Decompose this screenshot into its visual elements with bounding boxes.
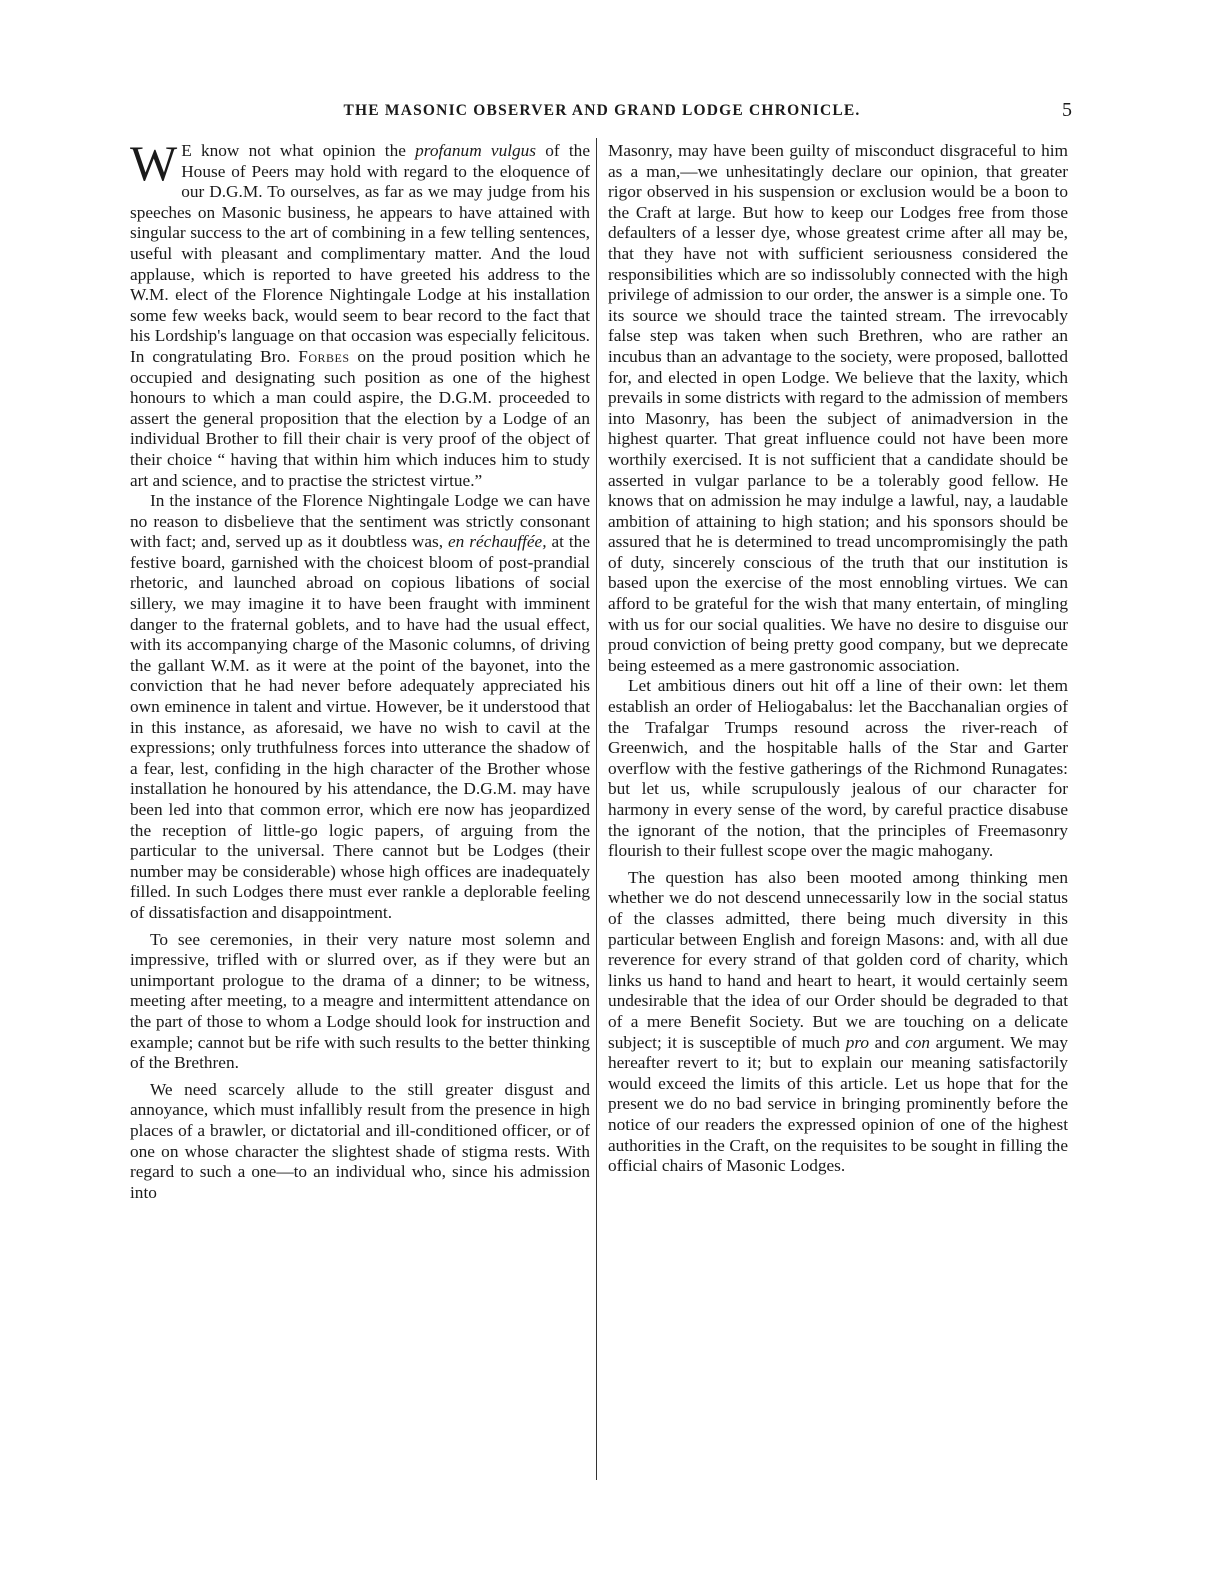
paragraph: Let ambitious diners out hit off a line of their own: let them establish an order of Heliogabalus: let the Bacchanalian orgies of the Trafalgar Trumps resound across the river-reach of Greenwich, and the hospitable halls of the Star and Garter overflow with the festive gatherings of the Richmond Runagates: but let us, while scrupulously jealous of our character for harmony in every sense of the word, by careful practice disabuse the ignorant of the notion, that the principles of Freemasonry flourish to their fullest scope over the magic mahogany. (608, 676, 1068, 861)
text-run: The question has also been mooted among thinking men whether we do not descend unnecessarily low in the social status of the classes admitted, there being much diversity in this particular between English and foreign Masons: and, with all due reverence for every strand of that golden cord of charity, which links us hand to hand and heart to heart, it would certainly seem undesirable that the idea of our Order should be degraded to that of a mere Benefit Society. But we are touching on a delicate subject; it is susceptible of much (608, 867, 1068, 1052)
drop-cap: W (130, 135, 178, 191)
paragraph: To see ceremonies, in their very nature most solemn and impressive, trifled with or slurred over, as if they were but an unimportant prologue to the drama of a dinner; to be witness, meeting after meeting, to a meagre and intermittent attendance on the part of those to whom a Lodge should look for instruction and example; cannot but be rife with such results to the better thinking of the Brethren. (130, 929, 590, 1073)
text-run: In the instance of the Florence Nightingale Lodge we can have no reason to disbelieve that the sentiment was strictly consonant with fact; and, served up as it doubtless was, (130, 491, 590, 552)
text-run: and (869, 1032, 906, 1052)
italic-text: pro (845, 1032, 870, 1052)
page-header (132, 99, 1072, 128)
italic-text: con (905, 1032, 931, 1052)
italic-text: en réchauffée, (448, 532, 547, 552)
text-run: E know not what opinion the (181, 141, 416, 160)
paragraph: We need scarcely allude to the still greater disgust and annoyance, which must infallibly result from the presence in high places of a brawler, or dictatorial and ill-conditioned officer, or of one on whose character the slightest shade of stigma rests. With regard to such a one—to an individual who, since his admission into (130, 1079, 590, 1202)
article-column-left (130, 135, 590, 1203)
paragraph (130, 135, 590, 491)
paragraph: Masonry, may have been guilty of misconduct disgraceful to him as a man,—we unhesitatingly declare our opinion, that greater rigor observed in his suspension or exclusion would be a boon to the Craft at large. But how to keep our Lodges free from those defaulters of a lesser dye, whose greatest crime after all may be, that they have not with sufficient seriousness considered the responsibilities which are so indissolubly connected with the high privilege of admission to our order, the answer is a simple one. To its source we should trace the tainted stream. The irrevocably false step was taken when such Brethren, who are rather an incubus than an advantage to the society, were proposed, ballotted for, and elected in open Lodge. We believe that the laxity, which prevails in some districts with regard to the admission of members into Masonry, has been the subject of animadversion in the highest quarter. That great influence could not have been more worthily exercised. It is not sufficient that a candidate should be asserted in vulgar parlance to be a tolerably good fellow. He knows that on admission he may indulge a lawful, nay, a laudable ambition of attaining to high station; and his sponsors should be assured that he is determined to tread uncompromisingly the path of duty, sincerely conscious of the truth that our institution is based upon the exercise of the most ennobling virtues. We can afford to be grateful for the wish that many entertain, of mingling with us for our social qualities. We have no desire to disguise our proud conviction of being pretty good company, but we deprecate being esteemed as a mere gastronomic association. (608, 141, 1068, 675)
column-divider (596, 138, 597, 1480)
text-run: of the House of Peers may hold with regard to the eloquence of our D.G.M. To ourselves, as far as we may judge from his speeches on Masonic business, he appears to have attained with singular success to the art of combining in a few telling sentences, useful with pleasant and complimentary matter. And the loud applause, which is reported to have greeted his address to the W.M. elect of the Florence Nightingale Lodge at his installation some few weeks back, would seem to bear record to the fact that his Lordship's language on that occasion was especially felicitous. In congratulating Bro. (130, 141, 590, 366)
page-number: 5 (1062, 99, 1072, 121)
article-column-right (608, 141, 1068, 1177)
small-caps-name: Forbes (298, 346, 350, 366)
italic-text: profanum vulgus (415, 141, 537, 160)
paragraph (608, 868, 1068, 1177)
text-run: at the festive board, garnished with the choicest bloom of post-prandial rhetoric, and launched abroad on copious libations of social sillery, we may imagine it to have been fraught with imminent danger to the fraternal goblets, and to have had the usual effect, with its accompanying charge of the Masonic columns, of driving the gallant W.M. as it were at the point of the bayonet, into the conviction that he had never before adequately appreciated his own eminence in talent and virtue. However, be it understood that in this instance, as aforesaid, we have no wish to cavil at the expressions; only truthfulness forces into utterance the shadow of a fear, lest, confiding in the high character of the Brother whose installation he honoured by his attendance, the D.G.M. may have been led into that common error, which ere now has jeopardized the reception of little-go logic papers, of arguing from the particular to the universal. There cannot but be Lodges (their number may be considerable) whose high offices are inadequately filled. In such Lodges there must ever rankle a deplorable feeling of dissatisfaction and disappointment. (130, 532, 590, 922)
running-head: THE MASONIC OBSERVER AND GRAND LODGE CHRONICLE. (343, 102, 861, 119)
paragraph (130, 491, 590, 923)
text-run: argument. We may hereafter revert to it; but to explain our meaning satisfactorily would exceed the limits of this article. Let us hope that for the present we do no bad service in bringing prominently before the notice of our readers the expressed opinion of one of the highest authorities in the Craft, on the requisites to be sought in filling the official chairs of Masonic Lodges. (608, 1032, 1068, 1176)
text-run: on the proud position which he occupied and designating such position as one of the highest honours to which a man could aspire, the D.G.M. proceeded to assert the general proposition that the election by a Lodge of an individual Brother to fill their chair is very proof of the object of their choice “ having that within him which induces him to study art and science, and to practise the strictest virtue.” (130, 346, 590, 490)
